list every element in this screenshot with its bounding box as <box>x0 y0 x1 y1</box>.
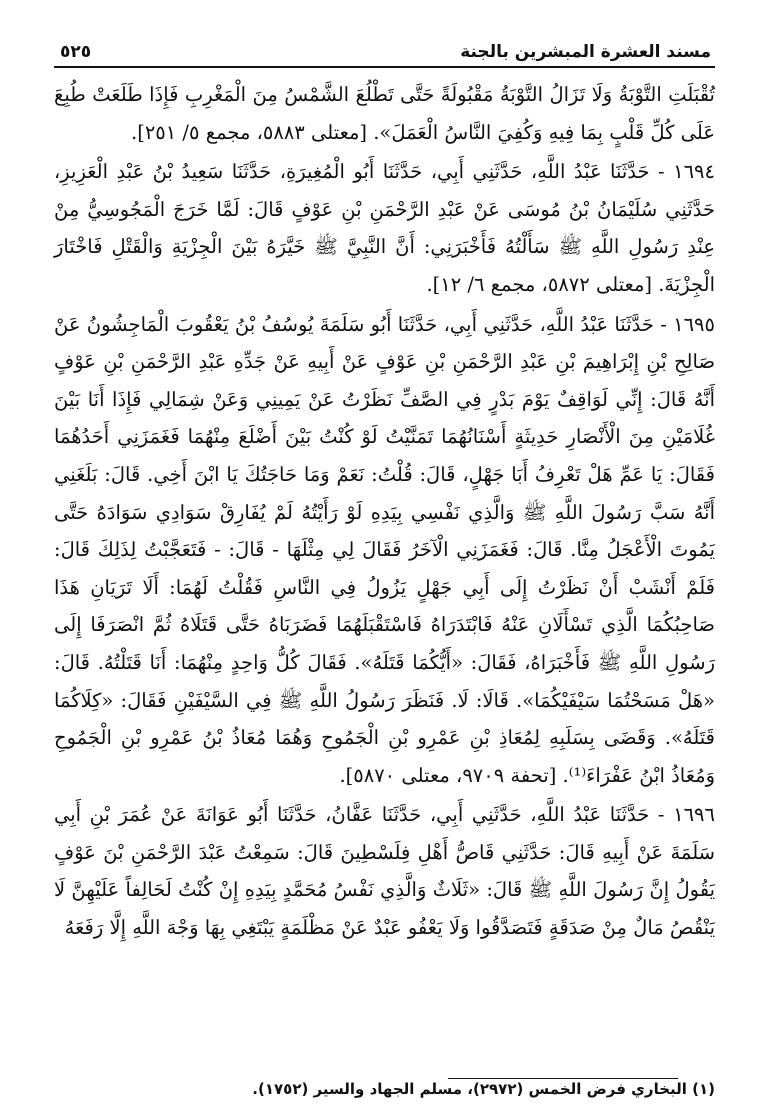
hadith-1695: ١٦٩٥ - حَدَّثَنَا عَبْدُ اللَّهِ، حَدَّثَنِي أَبِي، حَدَّثَنَا أَبُو سَلَمَةَ يُوسُفُ بْنُ يَعْقُوبَ الْمَاجِشُونُ عَنْ صَالِحِ بْنِ إِبْرَاهِيمَ بْنِ عَبْدِ الرَّحْمَنِ بْنِ عَوْفٍ عَنْ أَبِيهِ عَنْ جَدِّهِ عَبْدِ الرَّحْمَنِ بْنِ عَوْفٍ أَنَّهُ قَالَ: إِنِّي لَوَاقِفٌ يَوْمَ بَدْرٍ فِي الصَّفِّ نَظَرْتُ عَنْ يَمِينِي وَعَنْ شِمَالِي فَإِذَا أَنَا بَيْنَ غُلَامَيْنِ مِنَ الْأَنْصَارِ حَدِيثَةٍ أَسْنَانُهُمَا تَمَنَّيْتُ لَوْ كُنْتُ بَيْنَ أَضْلَعَ مِنْهُمَا فَغَمَزَنِي أَحَدُهُمَا فَقَالَ: يَا عَمِّ هَلْ تَعْرِفُ أَبَا جَهْلٍ، قَالَ: قُلْتُ: نَعَمْ وَمَا حَاجَتُكَ يَا ابْنَ أَخِي. قَالَ: بَلَغَنِي أَنَّهُ سَبَّ رَسُولَ اللَّهِ ﷺ وَالَّذِي نَفْسِي بِيَدِهِ لَوْ رَأَيْتُهُ لَمْ يُفَارِقْ سَوَادِي سَوَادَهُ حَتَّى يَمُوتَ الْأَعْجَلُ مِنَّا. قَالَ: فَغَمَزَنِي الْآخَرُ فَقَالَ لِي مِثْلَهَا - قَالَ: - فَتَعَجَّبْتُ لِذَلِكَ قَالَ: فَلَمْ أَنْشَبْ أَنْ نَظَرْتُ إِلَى أَبِي جَهْلٍ يَزُولُ فِي النَّاسِ فَقُلْتُ لَهُمَا: أَلَا تَرَيَانِ هَذَا صَاحِبُكُمَا الَّذِي تَسْأَلَانِ عَنْهُ فَابْتَدَرَاهُ فَاسْتَقْبَلَهُمَا فَضَرَبَاهُ حَتَّى قَتَلَاهُ ثُمَّ انْصَرَفَا إِلَى رَسُولِ اللَّهِ ﷺ فَأَخْبَرَاهُ، فَقَالَ: «أَيُّكُمَا قَتَلَهُ». فَقَالَ كُلُّ وَاحِدٍ مِنْهُمَا: أَنَا قَتَلْتُهُ. قَالَ: «هَلْ مَسَحْتُمَا سَيْفَيْكُمَا». قَالَا: لَا. فَنَظَرَ رَسُولُ اللَّهِ ﷺ فِي السَّيْفَيْنِ فَقَالَ: «كِلَاكُمَا قَتَلَهُ». وَقَضَى بِسَلَبِهِ لِمُعَاذِ بْنِ عَمْرِو بْنِ الْجَمُوحِ وَهُمَا مُعَاذُ بْنُ عَمْرِو بْنِ الْجَمُوحِ وَمُعَاذُ ابْنُ عَفْرَاءَ⁽¹⁾. [تحفة ٩٧٠٩، معتلى ٥٨٧٠]. <box>54 312 715 787</box>
hadith-1696: ١٦٩٦ - حَدَّثَنَا عَبْدُ اللَّهِ، حَدَّثَنِي أَبِي، حَدَّثَنَا عَفَّانُ، حَدَّثَنَا أَبُو عَوَانَةَ عَنْ عُمَرَ بْنِ أَبِي سَلَمَةَ عَنْ أَبِيهِ قَالَ: حَدَّثَنِي قَاصُّ أَهْلِ فِلَسْطِينَ قَالَ: سَمِعْتُ عَبْدَ الرَّحْمَنِ بْنَ عَوْفٍ يَقُولُ إِنَّ رَسُولَ اللَّهِ ﷺ قَالَ: «ثَلَاثٌ وَالَّذِي نَفْسُ مُحَمَّدٍ بِيَدِهِ إِنْ كُنْتُ لَحَالِفاً عَلَيْهِنَّ لَا يَنْقُصُ مَالٌ مِنْ صَدَقَةٍ فَتَصَدَّقُوا وَلَا يَعْفُو عَبْدٌ عَنْ مَظْلَمَةٍ يَبْتَغِي بِهَا وَجْهَ اللَّهِ إِلَّا رَفَعَهُ <box>54 803 715 940</box>
running-header <box>54 28 715 68</box>
footnote-divider <box>448 1078 678 1079</box>
running-title: مسند العشرة المبشرين بالجنة <box>460 42 711 62</box>
footnote: (١) البخاري فرض الخمس (٢٩٧٢)، مسلم الجهاد والسير (١٧٥٢). <box>252 1080 715 1098</box>
paragraph-continuation: تُقْبَلَتِ التَّوْبَةُ وَلَا تَزَالُ التَّوْبَةُ مَقْبُولَةً حَتَّى تَطْلُعَ الشَّمْسُ مِنَ الْمَغْرِبِ فَإِذَا طَلَعَتْ طُبِعَ عَلَى كُلِّ قَلْبٍ بِمَا فِيهِ وَكُفِيَ النَّاسُ الْعَمَلَ». [معتلى ٥٨٨٣، مجمع ٥/ ٢٥١]. <box>54 83 715 144</box>
page-body <box>54 76 715 947</box>
page-number: ٥٢٥ <box>60 42 92 62</box>
hadith-1694: ١٦٩٤ - حَدَّثَنَا عَبْدُ اللَّهِ، حَدَّثَنِي أَبِي، حَدَّثَنَا أَبُو الْمُغِيرَةِ، حَدَّثَنَا سَعِيدُ بْنُ عَبْدِ الْعَزِيزِ، حَدَّثَنِي سُلَيْمَانُ بْنُ مُوسَى عَنْ عَبْدِ الرَّحْمَنِ بْنِ عَوْفٍ قَالَ: لَمَّا خَرَجَ الْمَجُوسِيُّ مِنْ عِنْدِ رَسُولِ اللَّهِ ﷺ سَأَلْتُهُ فَأَخْبَرَنِي: أَنَّ النَّبِيَّ ﷺ خَيَّرَهُ بَيْنَ الْجِزْيَةِ وَالْقَتْلِ فَاخْتَارَ الْجِزْيَةَ. [معتلى ٥٨٧٢، مجمع ٦/ ١٢]. <box>54 160 715 296</box>
